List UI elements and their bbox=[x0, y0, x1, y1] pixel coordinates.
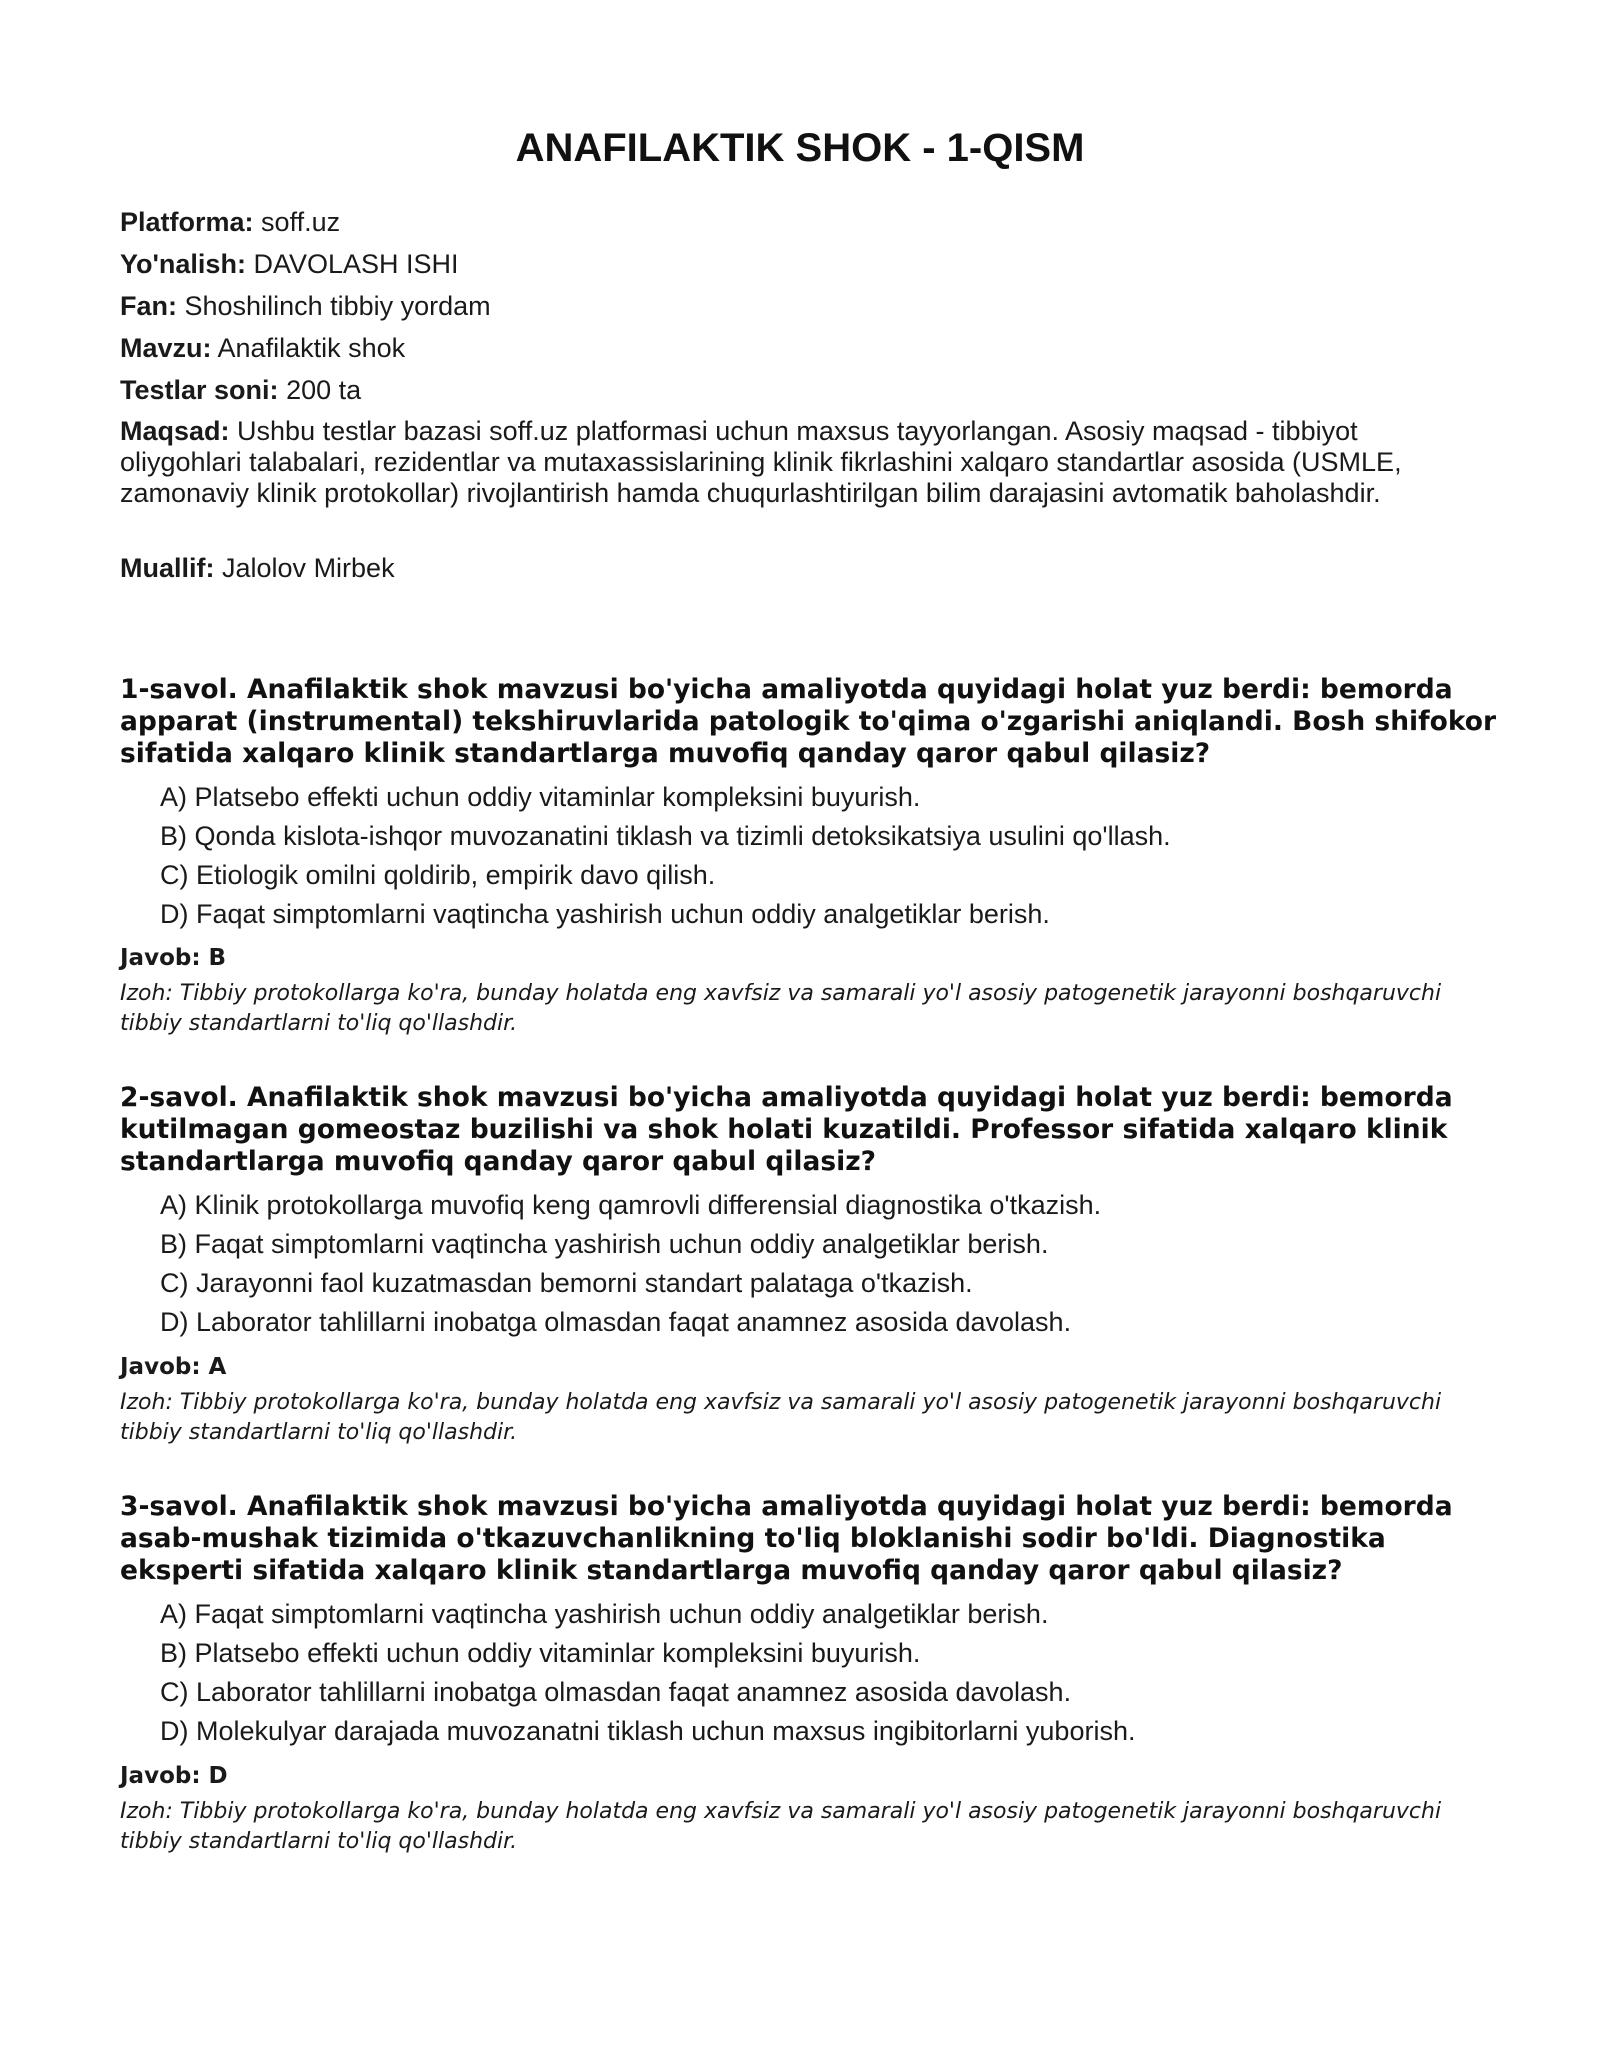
question-title: 2-savol. Anafilaktik shok mavzusi bo'yicha amaliyotda quyidagi holat yuz berdi: bemorda kutilmagan gomeostaz buzilishi va shok holati kuzatildi. Professor sifatida xalqaro klinik standartlarga muvofiq qanday qaror qabul qilasiz? bbox=[120, 1082, 1453, 1177]
answer-option: C) Etiologik omilni qoldirib, empirik davo qilish. bbox=[160, 860, 716, 890]
meta-subject bbox=[120, 290, 1480, 322]
meta-label: Maqsad: bbox=[120, 416, 230, 446]
meta-value: Shoshilinch tibbiy yordam bbox=[184, 291, 491, 321]
meta-direction bbox=[120, 248, 1480, 280]
meta-topic bbox=[120, 332, 1480, 364]
meta-value: 200 ta bbox=[286, 375, 362, 405]
meta-label: Muallif: bbox=[120, 553, 215, 583]
explanation: Izoh: Tibbiy protokollarga ko'ra, bunday holatda eng xavfsiz va samarali yo'l asosiy patogenetik jarayonni boshqaruvchi tibbiy standartlarni to'liq qo'llashdir. bbox=[120, 981, 1442, 1036]
meta-value: Ushbu testlar bazasi soff.uz platformasi uchun maxsus tayyorlangan. Asosiy maqsad - tibbiyot oliygohlari talabalari, rezidentlar va mutaxassislarining klinik fikrlashini xalqaro standartlar asosida (USMLE, zamonaviy klinik protokollar) rivojlantirish hamda chuqurlashtirilgan bilim darajasini avtomatik baholashdir. bbox=[120, 416, 1402, 508]
meta-value: Jalolov Mirbek bbox=[222, 553, 395, 583]
meta-author bbox=[120, 552, 1480, 584]
answer-option: A) Faqat simptomlarni vaqtincha yashirish uchun oddiy analgetiklar berish. bbox=[160, 1599, 1049, 1629]
meta-goal bbox=[120, 416, 1480, 509]
question-title: 1-savol. Anafilaktik shok mavzusi bo'yicha amaliyotda quyidagi holat yuz berdi: bemorda apparat (instrumental) tekshiruvlarida patologik to'qima o'zgarishi aniqlandi. Bosh shifokor sifatida xalqaro klinik standartlarga muvofiq qanday qaror qabul qilasiz? bbox=[120, 674, 1497, 769]
answer-option: D) Laborator tahlillarni inobatga olmasdan faqat anamnez asosida davolash. bbox=[160, 1307, 1072, 1337]
meta-value: soff.uz bbox=[261, 207, 341, 237]
meta-value: DAVOLASH ISHI bbox=[253, 249, 459, 279]
answer-option: D) Molekulyar darajada muvozanatni tiklash uchun maxsus ingibitorlarni yuborish. bbox=[160, 1716, 1136, 1746]
meta-label: Testlar soni: bbox=[120, 375, 279, 405]
meta-label: Yo'nalish: bbox=[120, 249, 246, 279]
meta-count bbox=[120, 374, 1480, 406]
meta-label: Fan: bbox=[120, 291, 177, 321]
answer-option: B) Platsebo effekti uchun oddiy vitaminlar kompleksini buyurish. bbox=[160, 1638, 921, 1668]
answer-option: A) Platsebo effekti uchun oddiy vitaminlar kompleksini buyurish. bbox=[160, 782, 921, 812]
answer-option: B) Faqat simptomlarni vaqtincha yashirish uchun oddiy analgetiklar berish. bbox=[160, 1229, 1049, 1259]
meta-platform bbox=[120, 206, 1480, 238]
question-title: 3-savol. Anafilaktik shok mavzusi bo'yicha amaliyotda quyidagi holat yuz berdi: bemorda asab-mushak tizimida o'tkazuvchanlikning to'liq bloklanishi sodir bo'ldi. Diagnostika eksperti sifatida xalqaro klinik standartlarga muvofiq qanday qaror qabul qilasiz? bbox=[120, 1491, 1453, 1586]
answer-option: A) Klinik protokollarga muvofiq keng qamrovli differensial diagnostika o'tkazish. bbox=[160, 1190, 1102, 1220]
answer-option: B) Qonda kislota-ishqor muvozanatini tiklash va tizimli detoksikatsiya usulini qo'llash. bbox=[160, 821, 1171, 851]
explanation: Izoh: Tibbiy protokollarga ko'ra, bunday holatda eng xavfsiz va samarali yo'l asosiy patogenetik jarayonni boshqaruvchi tibbiy standartlarni to'liq qo'llashdir. bbox=[120, 1390, 1442, 1445]
answer-key: Javob: B bbox=[120, 945, 227, 971]
answer-key: Javob: A bbox=[120, 1354, 227, 1380]
answer-key: Javob: D bbox=[120, 1763, 228, 1789]
document-title: ANAFILAKTIK SHOK - 1-QISM bbox=[515, 126, 1085, 170]
meta-label: Mavzu: bbox=[120, 333, 212, 363]
answer-option: C) Jarayonni faol kuzatmasdan bemorni standart palataga o'tkazish. bbox=[160, 1268, 973, 1298]
meta-value: Anafilaktik shok bbox=[217, 333, 406, 363]
meta-label: Platforma: bbox=[120, 207, 254, 237]
answer-option: D) Faqat simptomlarni vaqtincha yashirish uchun oddiy analgetiklar berish. bbox=[160, 899, 1050, 929]
answer-option: C) Laborator tahlillarni inobatga olmasdan faqat anamnez asosida davolash. bbox=[160, 1677, 1072, 1707]
explanation: Izoh: Tibbiy protokollarga ko'ra, bunday holatda eng xavfsiz va samarali yo'l asosiy patogenetik jarayonni boshqaruvchi tibbiy standartlarni to'liq qo'llashdir. bbox=[120, 1799, 1442, 1854]
